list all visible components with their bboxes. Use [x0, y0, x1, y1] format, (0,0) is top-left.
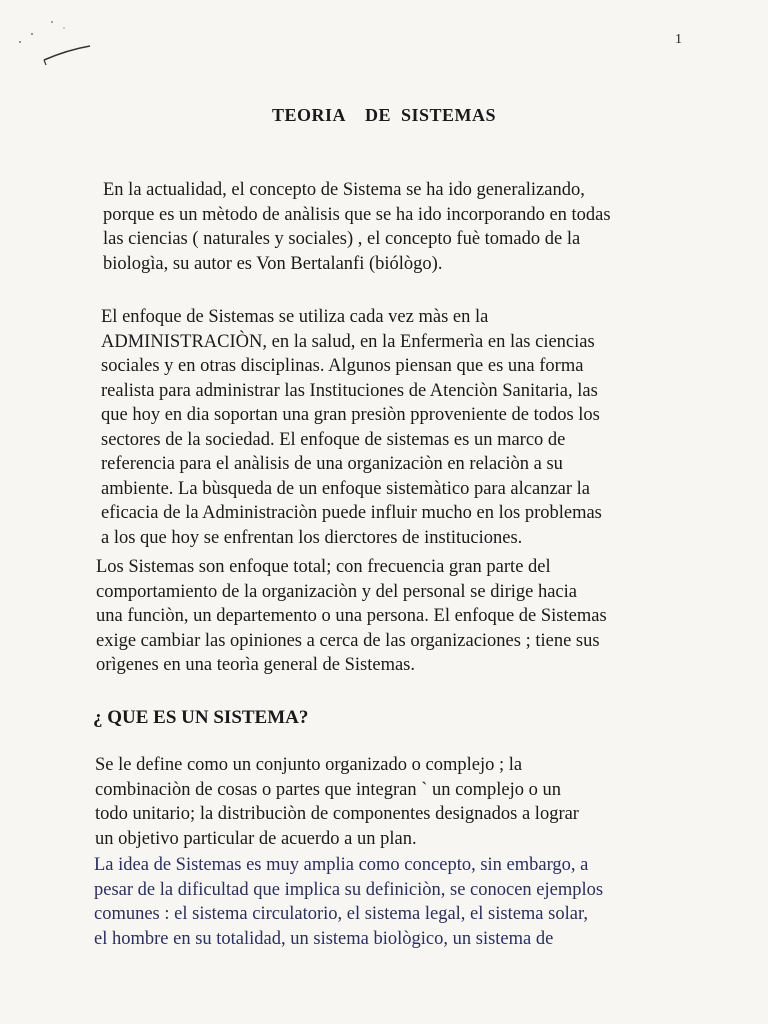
paragraph-examples: [94, 853, 603, 951]
text-line: realista para administrar las Instituciones de Atenciòn Sanitaria, las: [101, 380, 598, 401]
paragraph-definition: [95, 753, 579, 851]
text-line: que hoy en dia soportan una gran presiòn pproveniente de todos los: [101, 405, 600, 425]
text-line: exige cambiar las opiniones a cerca de las organizaciones ; tiene sus: [96, 630, 600, 651]
text-line: combinaciòn de cosas o partes que integran ` un complejo o un: [95, 779, 561, 800]
text-line: Los Sistemas son enfoque total; con frecuencia gran parte del: [96, 557, 551, 577]
text-line: eficacia de la Administraciòn puede influir mucho en los problemas: [101, 503, 602, 523]
text-line: referencia para el anàlisis de una organizaciòn en relaciòn a su: [101, 454, 563, 474]
text-line: biologìa, su autor es Von Bertalanfi (biólògo).: [103, 253, 443, 274]
page-title: TEORIA DE SISTEMAS: [271, 105, 497, 125]
text-line: Se le define como un conjunto organizado o complejo ; la: [95, 755, 523, 775]
text-line: orìgenes en una teorìa general de Sistemas.: [96, 655, 416, 675]
text-line: las ciencias ( naturales y sociales) , el concepto fuè tomado de la: [103, 229, 581, 249]
text-line: una funciòn, un departemento o una persona. El enfoque de Sistemas: [96, 606, 607, 626]
page-number: 1: [675, 32, 682, 47]
text-line: a los que hoy se enfrentan los dierctores de instituciones.: [101, 527, 523, 548]
text-line: pesar de la dificultad que implica su definiciòn, se conocen ejemplos: [94, 879, 604, 900]
paragraph-intro: [103, 178, 611, 276]
text-line: un objetivo particular de acuerdo a un plan.: [95, 828, 417, 849]
text-line: ambiente. La bùsqueda de un enfoque sistemàtico para alcanzar la: [101, 478, 591, 499]
text-line: sociales y en otras disciplinas. Algunos piensan que es una forma: [101, 356, 584, 376]
text-line: La idea de Sistemas es muy amplia como concepto, sin embargo, a: [94, 855, 589, 875]
section-heading: ¿ QUE ES UN SISTEMA?: [93, 707, 309, 728]
paragraph-systems-approach: [96, 555, 607, 678]
text-line: comunes : el sistema circulatorio, el sistema legal, el sistema solar,: [94, 904, 588, 924]
text-line: el hombre en su totalidad, un sistema biològico, un sistema de: [94, 928, 554, 949]
text-line: sectores de la sociedad. El enfoque de sistemas es un marco de: [101, 429, 566, 450]
text-line: porque es un mètodo de anàlisis que se ha ido incorporando en todas: [103, 204, 611, 225]
text-line: ADMINISTRACIÒN, en la salud, en la Enfermerìa en las ciencias: [101, 331, 595, 352]
text-line: comportamiento de la organizaciòn y del personal se dirige hacia: [96, 581, 577, 602]
text-line: El enfoque de Sistemas se utiliza cada vez màs en la: [101, 307, 489, 327]
paragraph-administration: [101, 305, 602, 550]
pen-scribble-mark: [12, 10, 92, 70]
text-line: En la actualidad, el concepto de Sistema se ha ido generalizando,: [103, 180, 585, 200]
text-line: todo unitario; la distribuciòn de componentes designados a lograr: [95, 804, 579, 824]
